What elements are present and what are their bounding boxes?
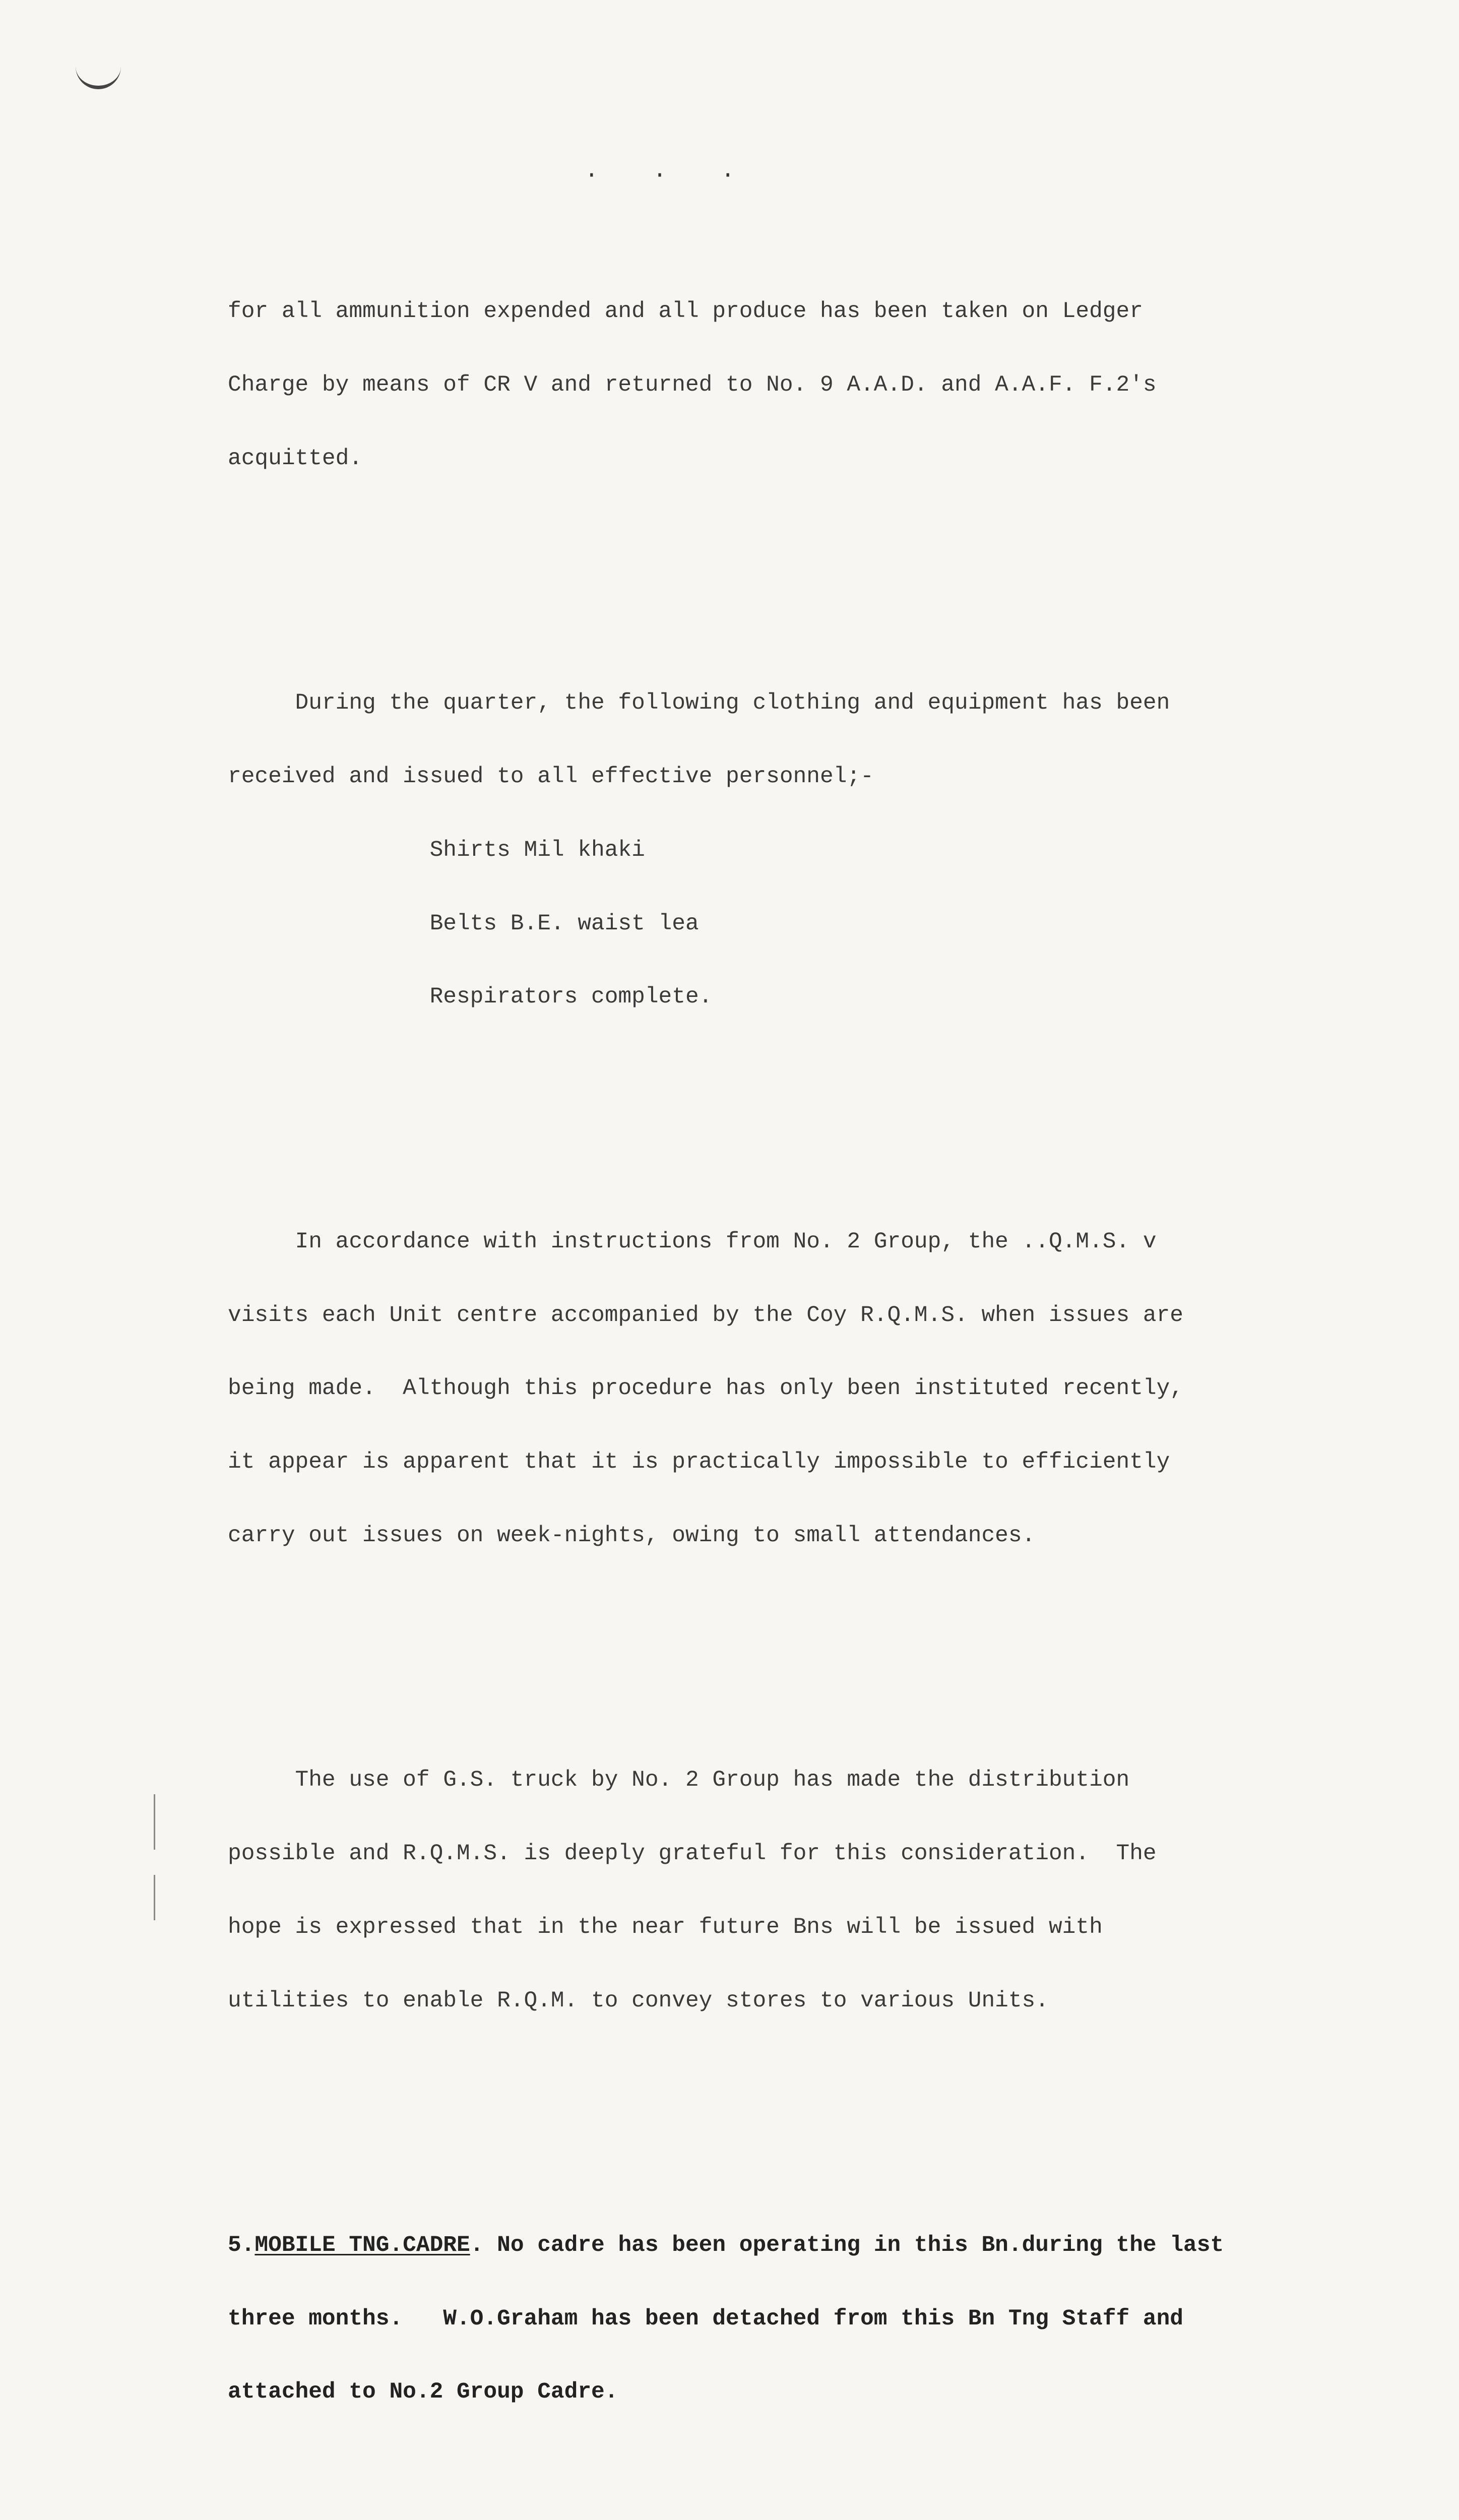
list-item: Respirators complete.	[228, 984, 713, 1010]
text-line: Charge by means of CR V and returned to No. 9 A.A.D. and A.A.F. F.2's	[228, 372, 1157, 398]
para-number: 5.	[228, 2232, 255, 2258]
text-line: In accordance with instructions from No. 2 Group, the ..Q.M.S. v	[228, 1229, 1157, 1254]
text-line: The use of G.S. truck by No. 2 Group has made the distribution	[228, 1768, 1130, 1793]
text-line: being made. Although this procedure has only been instituted recently,	[228, 1376, 1184, 1402]
corner-scan-mark	[76, 60, 121, 89]
list-item: Shirts Mil khaki	[228, 837, 645, 863]
rqms-paragraph	[228, 1181, 1357, 1597]
para-text: . No cadre has been operating in this Bn.during the last	[470, 2232, 1224, 2258]
text-line: received and issued to all effective personnel;-	[228, 764, 874, 790]
truck-paragraph	[228, 1719, 1357, 2062]
text-line: hope is expressed that in the near future Bns will be issued with	[228, 1914, 1103, 1940]
text-line: for all ammunition expended and all produce has been taken on Ledger	[228, 299, 1143, 325]
text-line: utilities to enable R.Q.M. to convey stores to various Units.	[228, 1988, 1049, 2013]
text-line: visits each Unit centre accompanied by the Coy R.Q.M.S. when issues are	[228, 1302, 1184, 1328]
text-line: attached to No.2 Group Cadre.	[228, 2379, 618, 2405]
clothing-paragraph	[228, 642, 1357, 1058]
text-line: During the quarter, the following clothing and equipment has been	[228, 690, 1170, 716]
document-body	[228, 202, 1357, 2520]
text-line: it appear is apparent that it is practically impossible to efficiently	[228, 1450, 1170, 1475]
text-line: carry out issues on week-nights, owing to small attendances.	[228, 1523, 1036, 1548]
para-first-line	[228, 2233, 1357, 2258]
text-line: possible and R.Q.M.S. is deeply grateful for this consideration. The	[228, 1841, 1157, 1866]
para-5-mobile-cadre	[228, 2184, 1357, 2454]
top-dots: · · ·	[585, 162, 755, 188]
para-heading: MOBILE TNG.CADRE	[255, 2232, 470, 2258]
list-item: Belts B.E. waist lea	[228, 911, 699, 936]
text-line: acquitted.	[228, 446, 363, 471]
continuation-block	[228, 250, 1357, 520]
margin-pencil-mark	[154, 1794, 155, 1850]
margin-pencil-mark-2	[154, 1875, 155, 1920]
text-line: three months. W.O.Graham has been detached from this Bn Tng Staff and	[228, 2306, 1184, 2332]
